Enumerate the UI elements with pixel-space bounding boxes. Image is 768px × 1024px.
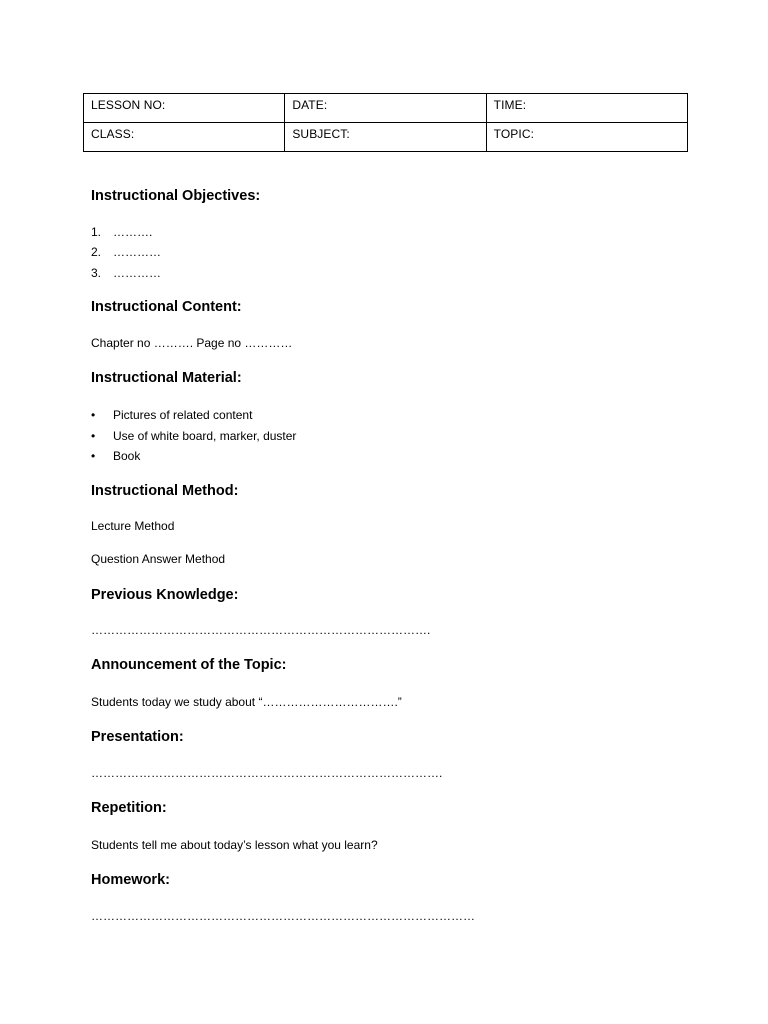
presentation-text: ……………………………………………………………………………. — [91, 766, 443, 780]
objectives-heading: Instructional Objectives: — [91, 188, 261, 204]
previous-knowledge-heading: Previous Knowledge: — [91, 587, 239, 603]
objective-number: 2. — [91, 245, 102, 259]
announcement-text: Students today we study about “…………………………….” — [91, 695, 402, 709]
date-cell: DATE: — [285, 94, 486, 123]
objective-text: ………… — [113, 245, 161, 259]
content-heading: Instructional Content: — [91, 299, 242, 315]
subject-cell: SUBJECT: — [285, 123, 486, 152]
objective-number: 3. — [91, 266, 102, 280]
bullet-icon: • — [91, 449, 96, 463]
presentation-heading: Presentation: — [91, 729, 184, 745]
objective-text: ………… — [113, 266, 161, 280]
material-item — [91, 448, 140, 464]
objective-text: ………. — [113, 225, 153, 239]
objective-item — [91, 265, 161, 281]
content-text: Chapter no ………. Page no ………… — [91, 336, 293, 350]
header-row-2 — [84, 123, 688, 152]
method-line-2: Question Answer Method — [91, 552, 226, 566]
topic-cell: TOPIC: — [486, 123, 687, 152]
material-item — [91, 407, 252, 423]
time-cell: TIME: — [486, 94, 687, 123]
objective-item — [91, 244, 161, 260]
repetition-text: Students tell me about today’s lesson what you learn? — [91, 838, 378, 852]
method-line-1: Lecture Method — [91, 519, 175, 533]
previous-knowledge-text: …………………………………………………………………………. — [91, 623, 431, 637]
material-text: Book — [113, 449, 141, 463]
objective-number: 1. — [91, 225, 102, 239]
homework-text: …………………………………………………………………………………… — [91, 909, 475, 923]
material-item — [91, 428, 296, 444]
header-row-1 — [84, 94, 688, 123]
material-heading: Instructional Material: — [91, 370, 242, 386]
homework-heading: Homework: — [91, 872, 170, 888]
lesson-header-table — [83, 93, 688, 152]
objective-item — [91, 224, 152, 240]
bullet-icon: • — [91, 408, 96, 422]
class-cell: CLASS: — [84, 123, 285, 152]
material-text: Use of white board, marker, duster — [113, 429, 297, 443]
bullet-icon: • — [91, 429, 96, 443]
material-text: Pictures of related content — [113, 408, 253, 422]
method-heading: Instructional Method: — [91, 483, 239, 499]
announcement-heading: Announcement of the Topic: — [91, 657, 287, 673]
lesson-no-cell: LESSON NO: — [84, 94, 285, 123]
repetition-heading: Repetition: — [91, 800, 167, 816]
